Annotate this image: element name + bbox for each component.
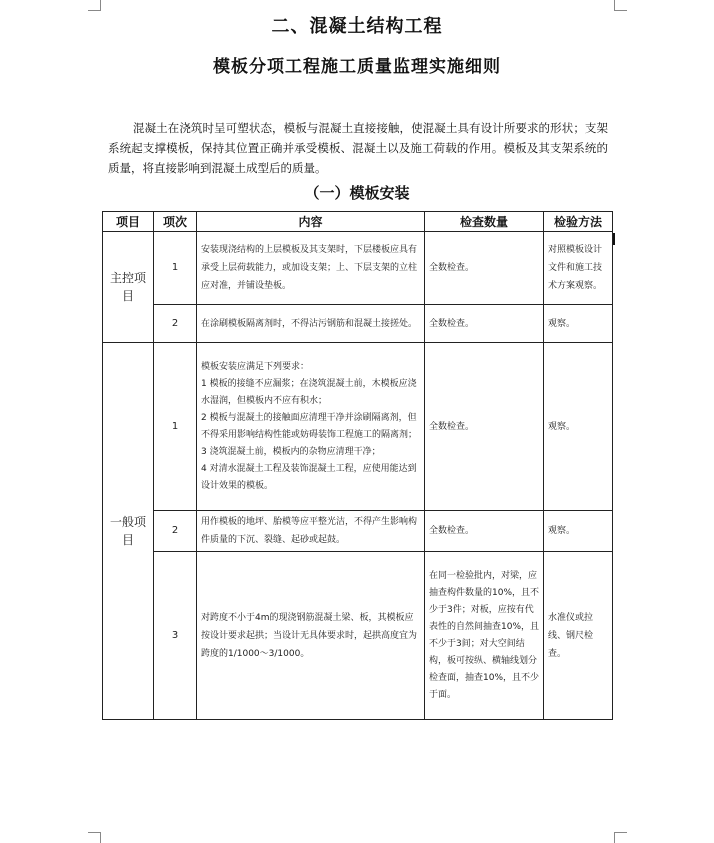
row-content: 对跨度不小于4m的现浇钢筋混凝土梁、板，其模板应按设计要求起拱；当设计无具体要求时，起拱高度宜为跨度的1/1000～3/1000。 [197,552,425,720]
row-quantity: 全数检查。 [425,305,544,343]
row-number: 2 [154,305,197,343]
section-title: （一）模板安装 [304,184,410,202]
content-line: 3 浇筑混凝土前，模板内的杂物应清理干净； [201,446,381,457]
header-quantity: 检查数量 [425,212,544,232]
row-method: 观察。 [544,511,613,552]
content-line: 4 对清水混凝土工程及装饰混凝土工程，应使用能达到设计效果的模板。 [201,463,417,491]
row-method: 对照模板设计文件和施工技术方案观察。 [544,232,613,305]
row-number: 3 [154,552,197,720]
page-corner-mark [88,0,101,11]
row-method: 水准仪或拉线、钢尺检查。 [544,552,613,720]
content-line: 2 模板与混凝土的接触面应清理干净并涂刷隔离剂，但不得采用影响结构性能或妨碍装饰工程施工的隔离剂； [201,412,418,440]
row-number: 2 [154,511,197,552]
content-line: 模板安装应满足下列要求： [201,361,310,372]
table-row [103,232,613,305]
table-row [103,305,613,343]
row-content: 在涂刷模板隔离剂时，不得沾污钢筋和混凝土接搓处。 [197,305,425,343]
row-content: 安装现浇结构的上层模板及其支架时，下层楼板应具有承受上层荷载能力，或加设支架；上、下层支架的立柱应对准，并铺设垫板。 [197,232,425,305]
header-no: 项次 [154,212,197,232]
row-quantity: 全数检查。 [425,232,544,305]
header-method: 检验方法 [544,212,613,232]
page-corner-mark [614,0,627,11]
table-header-row [103,212,613,232]
row-content [197,343,425,511]
row-number: 1 [154,343,197,511]
chapter-title: 二、混凝土结构工程 [271,16,443,37]
category-general: 一般项目 [103,343,154,720]
row-quantity: 全数检查。 [425,343,544,511]
table-row [103,511,613,552]
table-row [103,552,613,720]
header-content: 内容 [197,212,425,232]
content-line: 1 模板的接缝不应漏浆；在浇筑混凝土前，木模板应浇水湿润，但模板内不应有积水； [201,378,417,406]
row-quantity: 在同一检验批内，对梁，应抽查构件数量的10%，且不少于3件；对板，应按有代表性的自然间抽查10%，且不少于3间；对大空间结构，板可按纵、横轴线划分检查面，抽查10%，且不少于面。 [425,552,544,720]
row-content: 用作模板的地坪、胎模等应平整光洁，不得产生影响构件质量的下沉、裂缝、起砂或起鼓。 [197,511,425,552]
text-cursor [613,233,615,245]
row-number: 1 [154,232,197,305]
page-corner-mark [88,832,101,843]
row-method: 观察。 [544,343,613,511]
inspection-table [102,211,613,720]
row-method: 观察。 [544,305,613,343]
table-row [103,343,613,511]
page-corner-mark [614,832,627,843]
intro-paragraph: 混凝土在浇筑时呈可塑状态，模板与混凝土直接接触，使混凝土具有设计所要求的形状；支架系统起支撑模板，保持其位置正确并承受模板、混凝土以及施工荷载的作用。模板及其支架系统的质量，将直接影响到混凝土成型后的质量。 [108,121,608,175]
category-main-control: 主控项目 [103,232,154,343]
row-quantity: 全数检查。 [425,511,544,552]
document-title: 模板分项工程施工质量监理实施细则 [213,57,501,77]
header-item: 项目 [103,212,154,232]
